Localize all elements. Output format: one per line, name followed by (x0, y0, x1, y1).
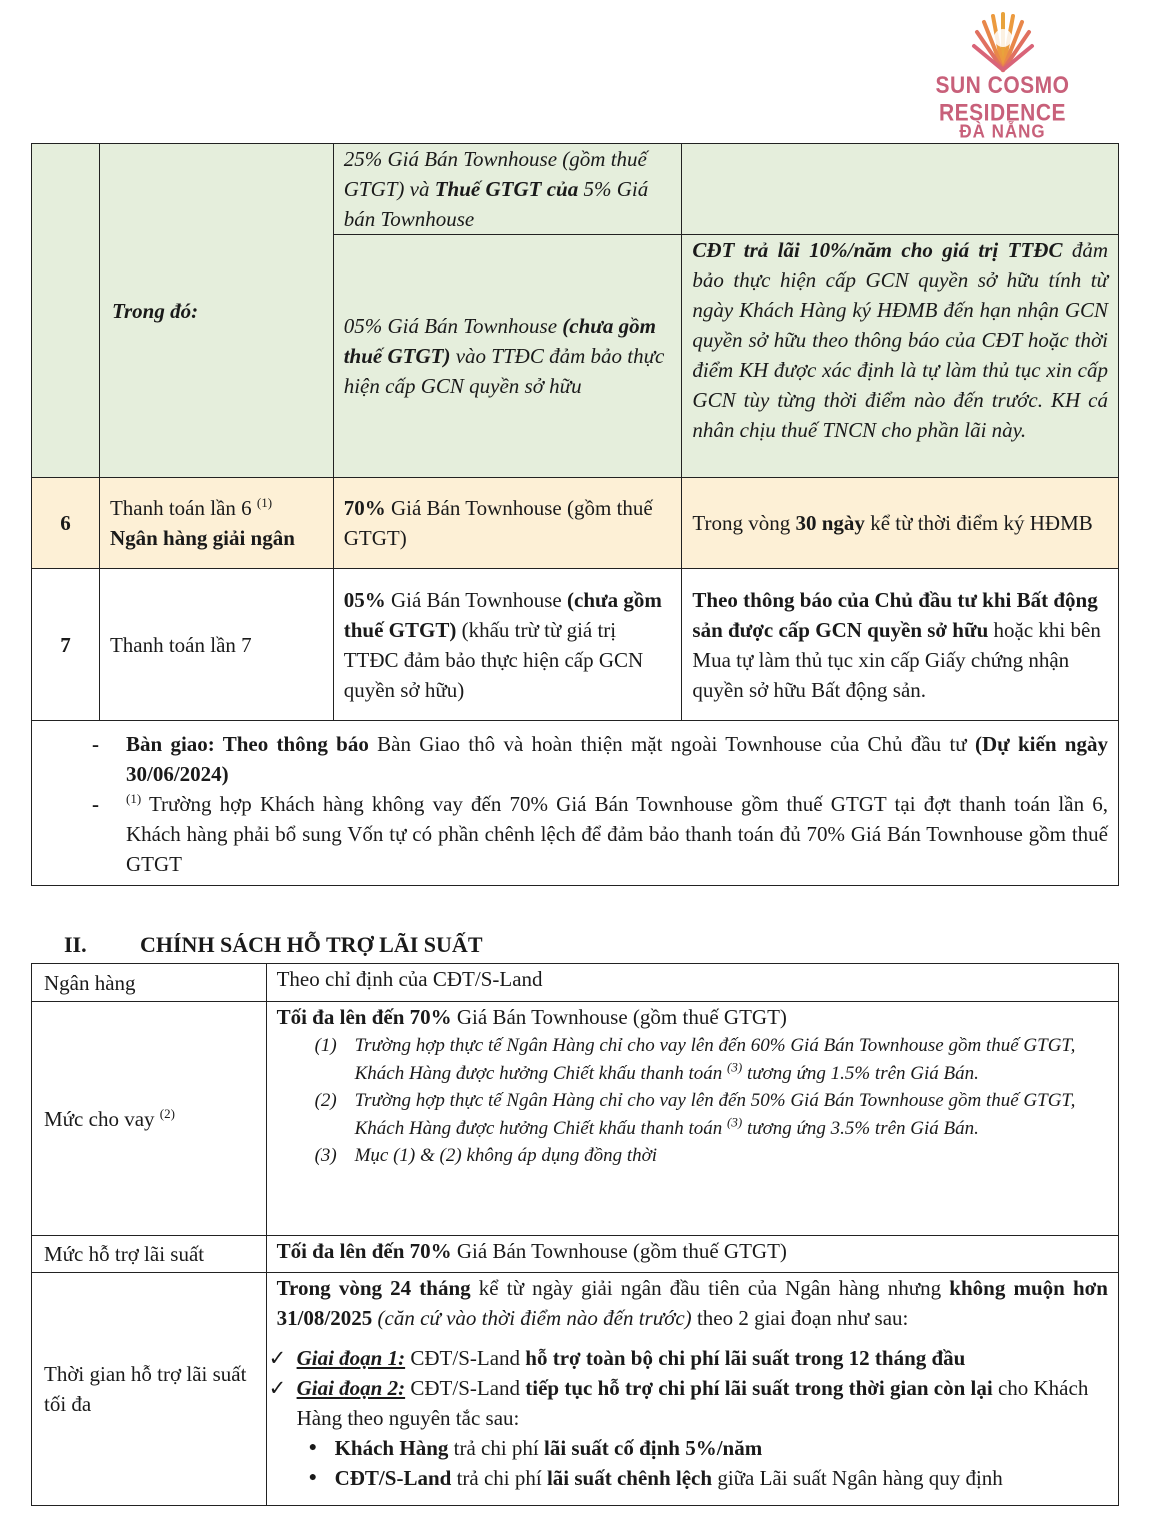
table-row (32, 964, 1119, 1002)
loan-case-2: (2) Trường hợp thực tế Ngân Hàng chỉ cho vay lên đến 50% Giá Bán Townhouse gồm thuế GTGT, Khách Hàng được hưởng Chiết khấu thanh toán $^{(3)}$ tương ứng 3.5% trên Giá Bán. (314, 1090, 1076, 1139)
notes-row (32, 721, 1119, 886)
payment-6-time: Trong vòng 30 ngày kể từ thời điểm ký HĐMB (682, 478, 1119, 569)
breakdown-label: Trong đó: (99, 144, 333, 478)
list-item: ● Khách Hàng trả chi phí lãi suất cố định 5%/năm (277, 1433, 1108, 1463)
time-label: Thời gian hỗ trợ lãi suất tối đa (32, 1273, 267, 1506)
check-icon: ✓ (268, 1376, 287, 1400)
phase-1: ✓ Giai đoạn 1: CĐT/S-Land hỗ trợ toàn bộ chi phí lãi suất trong 12 tháng đầu (277, 1343, 1108, 1373)
logo-text-line1: SUN COSMO RESIDENCE (935, 72, 1070, 127)
cell-interest-note: CĐT trả lãi 10%/năm cho giá trị TTĐC đảm bảo thực hiện cấp GCN quyền sở hữu tính từ ngày Khách Hàng ký HĐMB đến hạn nhận GCN quyền sở hữu theo thông báo của CĐT hoặc thời điểm KH được xác định là tự làm thủ tục xin cấp GCN tùy từng thời điểm nào đến trước. KH cá nhân chịu thuế TNCN cho phần lãi này. (682, 235, 1119, 478)
bank-value: Theo chỉ định của CĐT/S-Land (266, 964, 1118, 1002)
support-label: Mức hỗ trợ lãi suất (32, 1236, 267, 1273)
payment-6-label: Thanh toán lần 6 $^{(1)}$ Ngân hàng giải ngân (99, 478, 333, 569)
payment-7-label: Thanh toán lần 7 (99, 569, 333, 721)
sun-shell-icon (971, 8, 1035, 74)
cell-25pct: 25% Giá Bán Townhouse (gồm thuế GTGT) và Thuế GTGT của 5% Giá bán Townhouse (333, 144, 682, 235)
table-row (32, 478, 1119, 569)
payment-6-amount: 70% Giá Bán Townhouse (gồm thuế GTGT) (333, 478, 682, 569)
payment-7-amount: 05% Giá Bán Townhouse (chưa gồm thuế GTGT) (khấu trừ từ giá trị TTĐC đảm bảo thực hiện cấp GCN quyền sở hữu) (333, 569, 682, 721)
logo-text-line2: ĐÀ NẴNG (959, 121, 1046, 142)
interest-support-table (31, 963, 1119, 1506)
bullet-icon: ● (308, 1470, 318, 1485)
loan-value: Tối đa lên đến 70% Giá Bán Townhouse (gồm thuế GTGT) (1) Trường hợp thực tế Ngân Hàng chỉ cho vay lên đến 60% Giá Bán Townhouse gồm thuế GTGT, Khách Hàng được hưởng Chiết khấu thanh toán $^{(3)}$ tương ứng 1.5% trên Giá Bán. (2) Trường hợp thực tế Ngân Hàng chỉ cho vay lên đến 50% Giá Bán Townhouse gồm thuế GTGT, Khách Hàng được hưởng Chiết khấu thanh toán $^{(3)}$ tương ứng 3.5% trên Giá Bán. (3) Mục (1) & (2) không áp dụng đồng thời (266, 1002, 1118, 1236)
row-number: 7 (32, 569, 100, 721)
table-row (32, 1236, 1119, 1273)
note-loan-shortfall: - $^{(1)}$ Trường hợp Khách hàng không vay đến 70% Giá Bán Townhouse gồm thuế GTGT tại đợt thanh toán lần 6, Khách hàng phải bổ sung Vốn tự có phần chênh lệch để đảm bảo thanh toán đủ 70% Giá Bán Townhouse gồm thuế GTGT (92, 791, 1108, 876)
payment-schedule-table (31, 143, 1119, 886)
time-value: Trong vòng 24 tháng kể từ ngày giải ngân đầu tiên của Ngân hàng nhưng không muộn hơn 31/08/2025 (căn cứ vào thời điểm nào đến trước) theo 2 giai đoạn như sau: ✓ Giai đoạn 1: CĐT/S-Land hỗ trợ toàn bộ chi phí lãi suất trong 12 tháng đầu ✓ Giai đoạn 2: CĐT/S-Land tiếp tục hỗ trợ chi phí lãi suất trong thời gian còn lại cho Khách Hàng theo nguyên tắc sau: ● Khách Hàng trả chi phí lãi suất cố định 5%/năm ● CĐT/S-Land trả chi phí lãi suất chênh lệch giữa Lãi suất Ngân hàng quy định (266, 1273, 1118, 1506)
sun-cosmo-logo (895, 8, 1110, 142)
section-heading: II. CHÍNH SÁCH HỖ TRỢ LÃI SUẤT (64, 932, 483, 957)
table-row (32, 144, 1119, 235)
bank-label: Ngân hàng (32, 964, 267, 1002)
cell-05pct: 05% Giá Bán Townhouse (chưa gồm thuế GTGT) vào TTĐC đảm bảo thực hiện cấp GCN quyền sở hữu (333, 235, 682, 478)
table-row (32, 1002, 1119, 1236)
list-item: ● CĐT/S-Land trả chi phí lãi suất chênh lệch giữa Lãi suất Ngân hàng quy định (277, 1463, 1108, 1493)
support-value: Tối đa lên đến 70% Giá Bán Townhouse (gồm thuế GTGT) (266, 1236, 1118, 1273)
table-row (32, 569, 1119, 721)
row-number: 6 (32, 478, 100, 569)
loan-label: Mức cho vay $^{(2)}$ (32, 1002, 267, 1236)
bullet-icon: ● (308, 1440, 318, 1455)
check-icon: ✓ (268, 1346, 287, 1370)
phase-2: ✓ Giai đoạn 2: CĐT/S-Land tiếp tục hỗ trợ chi phí lãi suất trong thời gian còn lại cho Khách Hàng theo nguyên tắc sau: (277, 1373, 1108, 1433)
loan-case-1: (1) Trường hợp thực tế Ngân Hàng chỉ cho vay lên đến 60% Giá Bán Townhouse gồm thuế GTGT, Khách Hàng được hưởng Chiết khấu thanh toán $^{(3)}$ tương ứng 1.5% trên Giá Bán. (314, 1035, 1076, 1084)
loan-case-3: (3) Mục (1) & (2) không áp dụng đồng thời (314, 1145, 658, 1166)
payment-7-time: Theo thông báo của Chủ đầu tư khi Bất động sản được cấp GCN quyền sở hữu hoặc khi bên Mua tự làm thủ tục xin cấp Giấy chứng nhận quyền sở hữu Bất động sản. (682, 569, 1119, 721)
table-row (32, 1273, 1119, 1506)
note-handover: - Bàn giao: Theo thông báo Bàn Giao thô và hoàn thiện mặt ngoài Townhouse của Chủ đầu tư (Dự kiến ngày 30/06/2024) (92, 732, 1108, 786)
